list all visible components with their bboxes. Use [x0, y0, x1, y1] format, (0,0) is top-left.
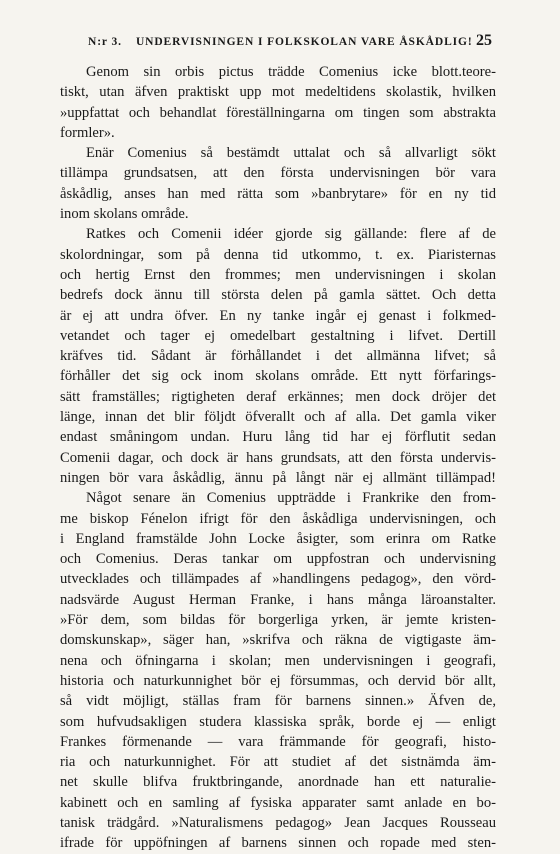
running-title: UNDERVISNINGEN I FOLKSKOLAN VARE ÅSKÅDLIG!	[135, 36, 473, 48]
text-line: skolordningar, som på denna tid utkommo, t. ex. Piaristernas	[60, 246, 496, 263]
text-line: historia och naturkunnighet bör ej försummas, och dervid bör allt,	[60, 672, 496, 689]
page-number: 25	[476, 32, 492, 49]
text-line: Något senare än Comenius uppträdde i Frankrike den from-	[86, 490, 496, 507]
text-line: utvecklades och tillämpades af »handlingens pedagog», den vörd-	[60, 571, 496, 588]
text-line: förhåller det sig ock inom skolans område. Ett nytt förfarings-	[60, 368, 496, 385]
text-line: ria och naturkunnighet. För att studiet af det sistnämda äm-	[60, 754, 496, 771]
text-line: bedrefs dock ännu till största delen på gamla sättet. Och detta	[60, 287, 496, 304]
text-line: net skulle blifva fruktbringande, anordnade han ett naturalie-	[60, 774, 496, 791]
text-line: endast småningom undan. Huru lång tid har ej förflutit sedan	[60, 429, 496, 446]
text-line: inom skolans område.	[60, 206, 189, 223]
text-line: Comenii dagar, och dock är hans grundsats, att den första undervis-	[60, 449, 496, 466]
text-line: Genom sin orbis pictus trädde Comenius icke blott.teore-	[86, 64, 496, 80]
text-line: nena och öfningarna i skolan; men undervisningen i geografi,	[60, 652, 496, 669]
text-line: som hufvudsakligen studera klassiska språk, borde ej — enligt	[60, 713, 496, 730]
text-line: me biskop Fénelon ifrigt för den åskådliga undervisningen, och	[60, 510, 496, 527]
paragraph	[60, 488, 496, 853]
running-header	[88, 32, 492, 54]
text-line: ningen bör vara åskådlig, ännu på långt när ej allmänt tillämpad!	[60, 469, 496, 486]
paragraph	[60, 143, 496, 224]
text-line: Ratkes och Comenii idéer gjorde sig gällande: flere af de	[86, 226, 496, 243]
text-line: kabinett och en samling af fysiska apparater samt anlade en bo-	[60, 794, 496, 811]
text-line: »För dem, som bildas för borgerliga yrken, är jemte kristen-	[60, 612, 496, 629]
text-line: ifrade för uppöfningen af barnens sinnen och ropade med sten-	[60, 835, 496, 852]
page-body	[60, 62, 496, 854]
text-line: tanisk trädgård. »Naturalismens pedagog» Jean Jacques Rousseau	[60, 814, 496, 831]
text-line: i England framstälde John Locke åsigter, som erinra om Ratke	[60, 530, 496, 547]
text-line: kräfves tid. Sådant är förhållandet i det allmänna lifvet; så	[60, 348, 496, 365]
text-line: Enär Comenius så bestämdt uttalat och så allvarligt sökt	[86, 145, 496, 162]
text-line: så vidt möjligt, ställas fram för barnens sinnen.» Äfven de,	[60, 693, 496, 710]
text-line: formler».	[60, 124, 115, 141]
text-line: »uppfattat och behandlat föreställningarna om tingen som abstrakta	[60, 104, 496, 121]
running-header-left	[88, 36, 473, 48]
text-line: vetandet och tager ej omedelbart gestaltning i lifvet. Dertill	[60, 327, 496, 344]
text-line: Frankes förmenande — vara främmande för geografi, histo-	[60, 733, 496, 750]
paragraph	[60, 224, 496, 488]
text-line: domskunskap», säger han, »skrifva och räkna de vigtigaste äm-	[60, 632, 496, 649]
text-line: nadsvärde August Herman Franke, i hans många läroanstalter.	[60, 591, 496, 608]
text-line: länge, innan det blir följdt öfverallt och af alla. Det gamla viker	[60, 409, 496, 426]
text-line: och Comenius. Deras tankar om uppfostran och undervisning	[60, 551, 496, 568]
issue-number: N:r 3.	[88, 36, 122, 48]
text-line: är ej att undra öfver. En ny tanke ingår ej genast i folkmed-	[60, 307, 496, 324]
text-line: och hertig Ernst den frommes; men undervisningen i skolan	[60, 266, 496, 283]
text-line: tiskt, utan äfven praktiskt upp mot medeltidens skolastik, hvilken	[60, 84, 496, 101]
text-line: tillämpa grundsatsen, att den första undervisningen bör vara	[60, 165, 496, 182]
text-line: åskådlig, anses han med rätta som »banbrytare» för en ny tid	[60, 185, 496, 202]
text-line: sätt framställes; rigtigheten deraf erkännes; men dock dröjer det	[60, 388, 496, 405]
paragraph	[60, 62, 496, 143]
